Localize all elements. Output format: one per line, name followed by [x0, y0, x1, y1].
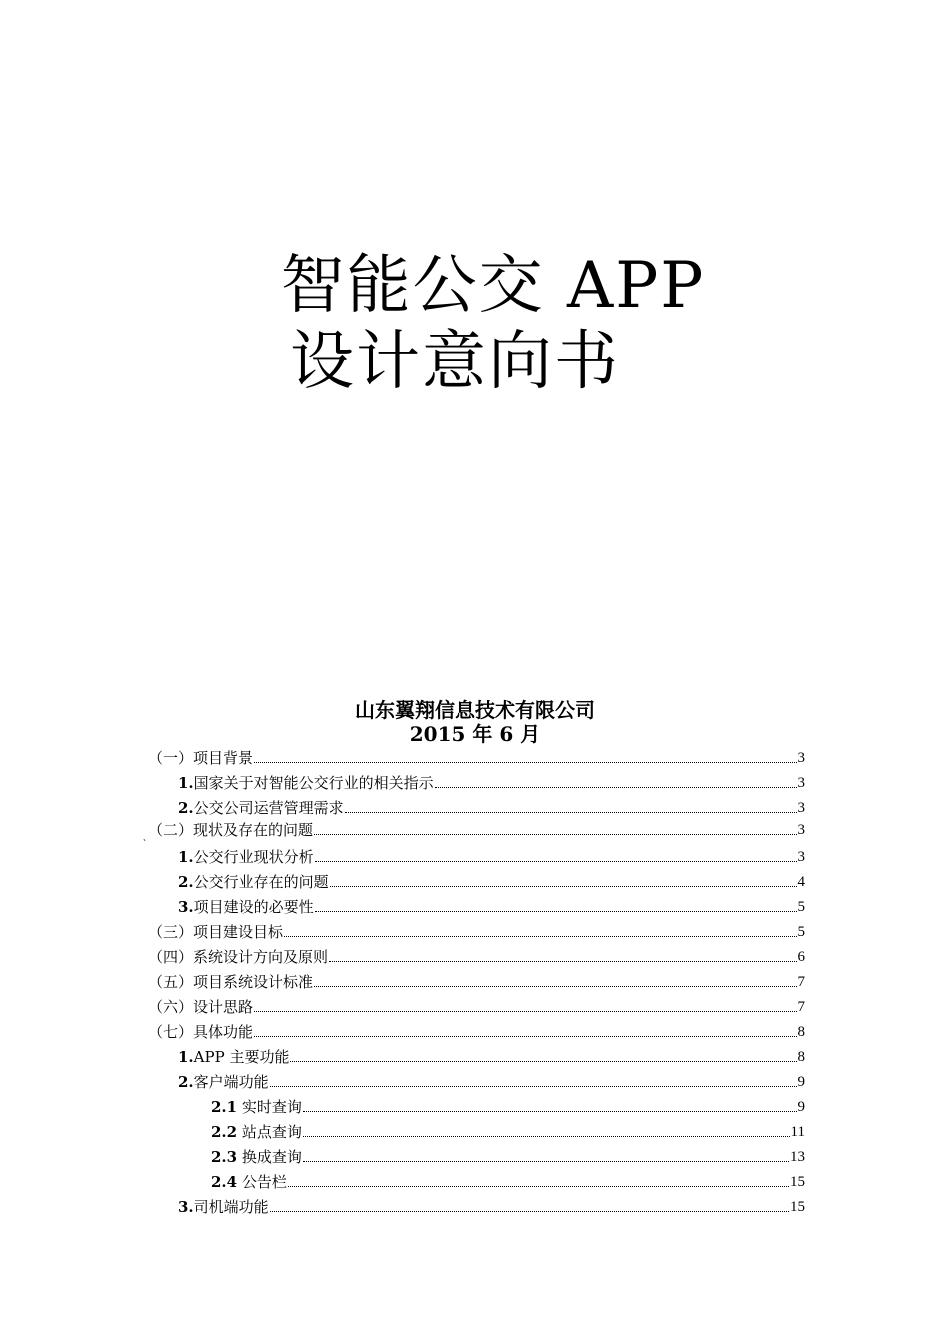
- toc-leader-dots: [315, 911, 797, 912]
- toc-entry-number: 3.: [178, 1198, 194, 1216]
- toc-entry[interactable]: [148, 997, 805, 1017]
- toc-entry-text: 司机端功能: [193, 1198, 269, 1216]
- toc-entry-page: 8: [797, 1049, 805, 1065]
- toc-entry-number: （三）: [148, 923, 194, 941]
- toc-entry-label: [148, 972, 313, 992]
- toc-leader-dots: [329, 961, 796, 962]
- toc-entry-label: [178, 897, 314, 917]
- toc-entry-number: （五）: [148, 973, 194, 991]
- toc-entry[interactable]: [178, 872, 805, 892]
- toc-entry-text: 具体功能: [193, 1023, 254, 1041]
- toc-entry-number: 2.: [178, 1073, 194, 1091]
- toc-entry-page: 7: [797, 974, 805, 990]
- toc-entry-page: 9: [797, 1099, 805, 1115]
- toc-entry[interactable]: [178, 773, 805, 793]
- toc-entry-label: [178, 1047, 289, 1067]
- toc-entry-number: （二）: [148, 821, 194, 839]
- toc-entry-text: 现状及存在的问题: [193, 821, 314, 839]
- toc-leader-dots: [270, 1211, 789, 1212]
- toc-entry-label: [211, 1122, 302, 1142]
- toc-entry-text: 设计思路: [193, 998, 254, 1016]
- toc-entry[interactable]: [211, 1147, 805, 1167]
- toc-leader-dots: [254, 1011, 796, 1012]
- toc-entry-text: 换成查询: [237, 1148, 302, 1166]
- toc-leader-dots: [288, 1186, 789, 1187]
- toc-entry-page: 6: [797, 949, 805, 965]
- toc-entry-text: APP 主要功能: [193, 1048, 290, 1066]
- toc-entry[interactable]: [211, 1097, 805, 1117]
- toc-leader-dots: [270, 1086, 797, 1087]
- toc-entry[interactable]: [178, 1197, 805, 1217]
- toc-entry-page: 3: [797, 822, 805, 838]
- toc-entry-label: [148, 997, 253, 1017]
- toc-leader-dots: [330, 886, 797, 887]
- toc-entry-number: 3.: [178, 898, 194, 916]
- toc-entry[interactable]: [178, 1047, 805, 1067]
- toc-entry-number: 2.4: [211, 1173, 238, 1191]
- toc-entry-page: 3: [797, 849, 805, 865]
- toc-entry-number: 2.: [178, 799, 194, 817]
- toc-entry-number: 2.2: [211, 1123, 238, 1141]
- toc-entry-page: 3: [797, 800, 805, 816]
- toc-entry[interactable]: [211, 1172, 805, 1192]
- toc-entry[interactable]: [148, 922, 805, 942]
- toc-entry-text: 项目建设的必要性: [193, 898, 314, 916]
- toc-entry-label: [178, 1197, 269, 1217]
- toc-leader-dots: [345, 812, 797, 813]
- toc-entry-page: 8: [797, 1024, 805, 1040]
- toc-entry[interactable]: [178, 798, 805, 818]
- toc-entry-label: [178, 1072, 269, 1092]
- document-date: 2015 年 6 月: [409, 722, 541, 746]
- toc-entry-number: 2.1: [211, 1098, 238, 1116]
- toc-leader-dots: [290, 1061, 796, 1062]
- toc-entry-text: 系统设计方向及原则: [193, 948, 329, 966]
- toc-entry-number: 1.: [178, 774, 194, 792]
- toc-entry-text: 公交公司运营管理需求: [193, 799, 344, 817]
- toc-entry[interactable]: [148, 947, 805, 967]
- toc-entry-label: [178, 872, 329, 892]
- toc-entry-number: 1.: [178, 1048, 194, 1066]
- toc-entry-number: （六）: [148, 998, 194, 1016]
- toc-entry-label: [178, 773, 434, 793]
- toc-entry[interactable]: [148, 972, 805, 992]
- toc-entry-page: 11: [790, 1124, 805, 1140]
- toc-leader-dots: [315, 861, 797, 862]
- toc-entry-text: 公交行业存在的问题: [193, 873, 329, 891]
- margin-marker: 、: [143, 833, 151, 842]
- toc-entry-page: 7: [797, 999, 805, 1015]
- document-title-line2: 设计意向书: [290, 325, 620, 399]
- toc-leader-dots: [284, 936, 796, 937]
- toc-entry-number: 2.3: [211, 1148, 238, 1166]
- toc-entry[interactable]: [178, 897, 805, 917]
- toc-entry-label: [211, 1172, 287, 1192]
- toc-leader-dots: [435, 787, 797, 788]
- toc-entry-label: [148, 1022, 253, 1042]
- toc-leader-dots: [254, 1036, 796, 1037]
- company-name: 山东翼翔信息技术有限公司: [355, 698, 595, 722]
- toc-leader-dots: [303, 1161, 789, 1162]
- toc-entry-text: 站点查询: [237, 1123, 302, 1141]
- toc-entry-text: 客户端功能: [193, 1073, 269, 1091]
- toc-entry-label: [148, 947, 328, 967]
- toc-entry-text: 项目背景: [193, 749, 254, 767]
- toc-entry-page: 15: [790, 1174, 805, 1190]
- toc-entry-text: 项目系统设计标准: [193, 973, 314, 991]
- toc-entry-number: 1.: [178, 848, 194, 866]
- toc-entry-label: [148, 922, 283, 942]
- toc-entry-number: （一）: [148, 749, 194, 767]
- toc-leader-dots: [314, 986, 796, 987]
- toc-entry-page: 9: [797, 1074, 805, 1090]
- document-title-line1: 智能公交 APP: [280, 249, 706, 323]
- toc-entry-label: [148, 748, 253, 768]
- toc-entry-text: 国家关于对智能公交行业的相关指示: [193, 774, 434, 792]
- toc-entry-label: [211, 1147, 302, 1167]
- toc-entry-label: [178, 798, 344, 818]
- toc-entry-text: 公交行业现状分析: [193, 848, 314, 866]
- toc-entry-text: 公告栏: [237, 1173, 287, 1191]
- toc-entry-page: 13: [790, 1149, 805, 1165]
- toc-entry[interactable]: [148, 748, 805, 768]
- toc-entry-label: [178, 847, 314, 867]
- toc-entry-number: （七）: [148, 1023, 194, 1041]
- toc-entry-page: 3: [797, 775, 805, 791]
- toc-entry-number: 2.: [178, 873, 194, 891]
- toc-entry-page: 4: [797, 874, 805, 890]
- toc-entry-text: 实时查询: [237, 1098, 302, 1116]
- toc-entry[interactable]: [148, 1022, 805, 1042]
- toc-entry[interactable]: [178, 1072, 805, 1092]
- toc-leader-dots: [314, 834, 796, 835]
- toc-leader-dots: [303, 1111, 797, 1112]
- toc-entry[interactable]: [148, 820, 805, 840]
- toc-entry-page: 5: [797, 924, 805, 940]
- toc-entry-page: 5: [797, 899, 805, 915]
- toc-leader-dots: [303, 1136, 790, 1137]
- toc-entry-label: [148, 820, 313, 840]
- toc-entry[interactable]: [178, 847, 805, 867]
- toc-entry-number: （四）: [148, 948, 194, 966]
- toc-entry-page: 15: [790, 1199, 805, 1215]
- toc-entry[interactable]: [211, 1122, 805, 1142]
- toc-entry-label: [211, 1097, 302, 1117]
- toc-leader-dots: [254, 762, 796, 763]
- toc-entry-text: 项目建设目标: [193, 923, 284, 941]
- toc-entry-page: 3: [797, 750, 805, 766]
